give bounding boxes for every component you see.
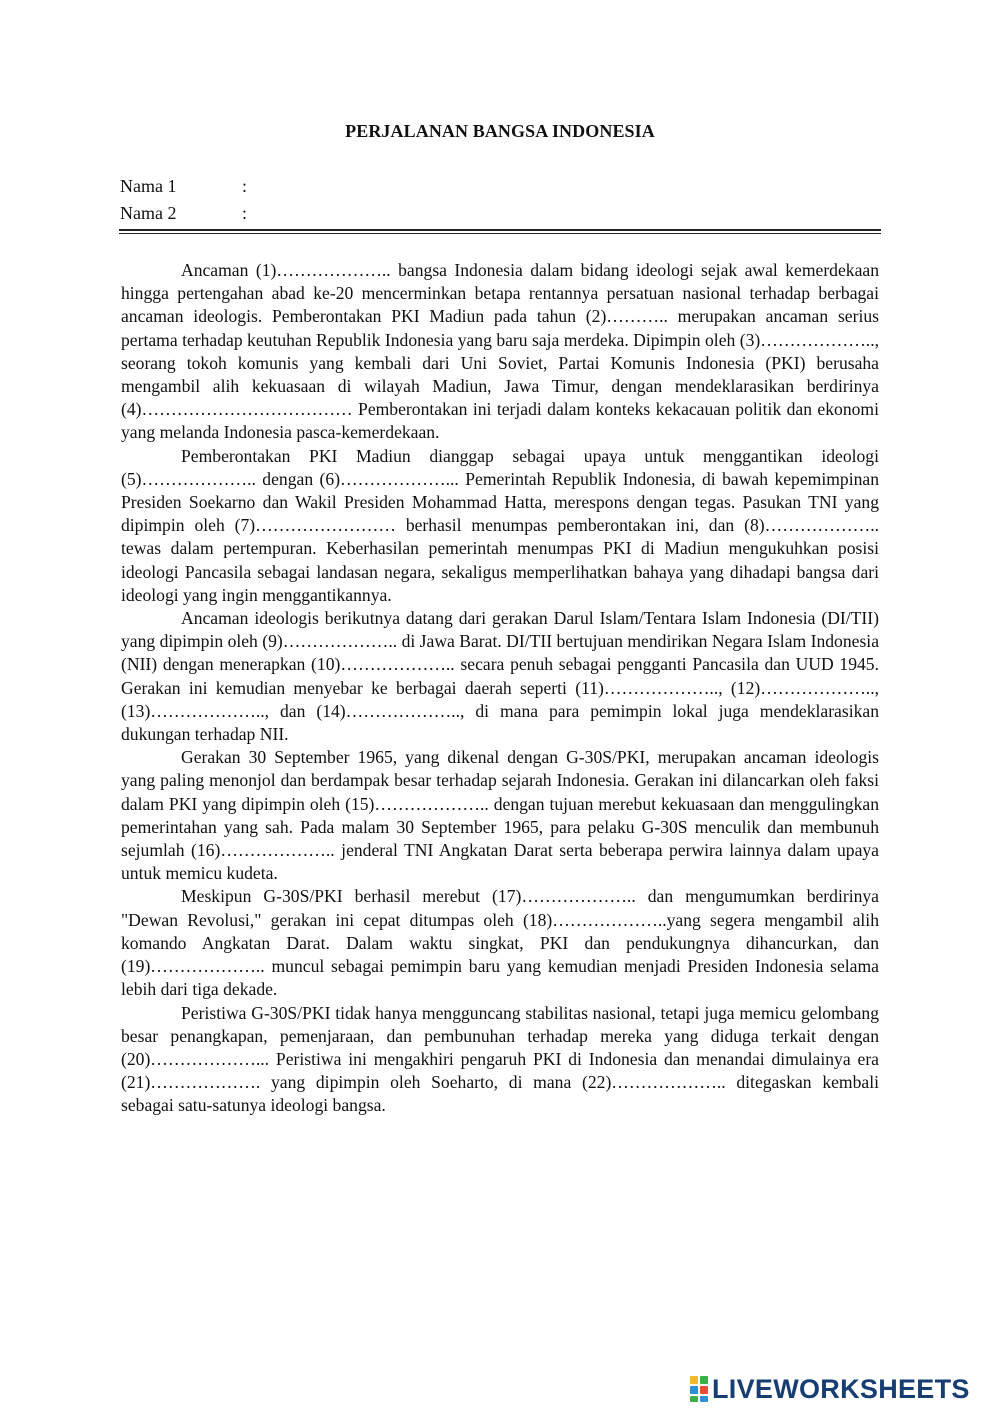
paragraph-3: Ancaman ideologis berikutnya datang dari gerakan Darul Islam/Tentara Islam Indonesia (DI/TII) yang dipimpin oleh (9)……………….. di Jawa Barat. DI/TII bertujuan mendirikan Negara Islam Indonesia (NII) dengan menerapkan (10)……………….. secara penuh sebagai pengganti Pancasila dan UUD 1945. Gerakan ini kemudian menyebar ke berbagai daerah seperti (11)……………….., (12)……………….., (13)……………….., dan (14)……………….., di mana para pemimpin lokal juga mendeklarasikan dukungan terhadap NII. <box>121 608 879 745</box>
name-field-1-label: Nama 1 <box>120 176 177 196</box>
mark-square-1 <box>690 1376 698 1384</box>
paragraph-4: Gerakan 30 September 1965, yang dikenal dengan G-30S/PKI, merupakan ancaman ideologis yang paling menonjol dan berdampak besar terhadap sejarah Indonesia. Gerakan ini dilancarkan oleh faksi dalam PKI yang dipimpin oleh (15)……………….. dengan tujuan merebut kekuasaan dan menggulingkan pemerintahan yang sah. Pada malam 30 September 1965, para pelaku G-30S menculik dan membunuh sejumlah (16)……………….. jenderal TNI Angkatan Darat serta beberapa perwira lainnya dalam upaya untuk memicu kudeta. <box>121 747 879 884</box>
mark-square-4 <box>700 1386 708 1394</box>
liveworksheets-mark-icon <box>690 1376 710 1402</box>
liveworksheets-wordmark: LIVEWORKSHEETS <box>712 1373 970 1404</box>
document-title: PERJALANAN BANGSA INDONESIA <box>345 121 655 141</box>
name-field-1 <box>120 174 247 198</box>
mark-square-6 <box>700 1396 708 1402</box>
mark-square-5 <box>690 1396 698 1402</box>
header-divider-thin <box>119 233 881 234</box>
paragraph-1: Ancaman (1)……………….. bangsa Indonesia dalam bidang ideologi sejak awal kemerdekaan hingga pertengahan abad ke-20 mencerminkan betapa rentannya persatuan nasional terhadap berbagai ancaman ideologis. Pemberontakan PKI Madiun pada tahun (2)……….. merupakan ancaman serius pertama terhadap keutuhan Republik Indonesia yang baru saja merdeka. Dipimpin oleh (3)……………….., seorang tokoh komunis yang kembali dari Uni Soviet, Partai Komunis Indonesia (PKI) berusaha mengambil alih kekuasaan di wilayah Madiun, Jawa Timur, dengan mendeklarasikan berdirinya (4)……………………………… Pemberontakan ini terjadi dalam konteks kekacauan politik dan ekonomi yang melanda Indonesia pasca-kemerdekaan. <box>121 260 879 443</box>
paragraph-5: Meskipun G-30S/PKI berhasil merebut (17)……………….. dan mengumumkan berdirinya "Dewan Revolusi," gerakan ini cepat ditumpas oleh (18)………………..yang segera mengambil alih komando Angkatan Darat. Dalam waktu singkat, PKI dan pendukungnya dihancurkan, dan (19)……………….. muncul sebagai pemimpin baru yang kemudian menjadi Presiden Indonesia selama lebih dari tiga dekade. <box>121 886 879 1000</box>
mark-square-2 <box>700 1376 708 1384</box>
mark-square-3 <box>690 1386 698 1394</box>
liveworksheets-logo <box>690 1372 970 1406</box>
name-field-2-separator: : <box>242 203 248 223</box>
name-field-1-separator: : <box>242 176 248 196</box>
name-field-2 <box>120 201 247 225</box>
paragraph-6: Peristiwa G-30S/PKI tidak hanya mengguncang stabilitas nasional, tetapi juga memicu gelombang besar penangkapan, pemenjaraan, dan pembunuhan terhadap mereka yang diduga terkait dengan (20)………………... Peristiwa ini mengakhiri pengaruh PKI di Indonesia dan menandai dimulainya era (21)………………. yang dipimpin oleh Soeharto, di mana (22)……………….. ditegaskan kembali sebagai satu-satunya ideologi bangsa. <box>121 1002 879 1116</box>
name-field-2-label: Nama 2 <box>120 203 177 223</box>
header-divider-thick <box>119 229 881 231</box>
paragraph-2: Pemberontakan PKI Madiun dianggap sebagai upaya untuk menggantikan ideologi (5)……………….. dengan (6)………………... Pemerintah Republik Indonesia, di bawah kepemimpinan Presiden Soekarno dan Wakil Presiden Mohammad Hatta, merespons dengan tegas. Pasukan TNI yang dipimpin oleh (7)…………………… berhasil menumpas pemberontakan ini, dan (8)……………….. tewas dalam pertempuran. Keberhasilan pemerintah menumpas PKI di Madiun mengukuhkan posisi ideologi Pancasila sebagai landasan negara, sekaligus memperlihatkan bahaya yang dihadapi bangsa dari ideologi yang ingin menggantikannya. <box>121 445 879 605</box>
body-text <box>121 259 879 1118</box>
